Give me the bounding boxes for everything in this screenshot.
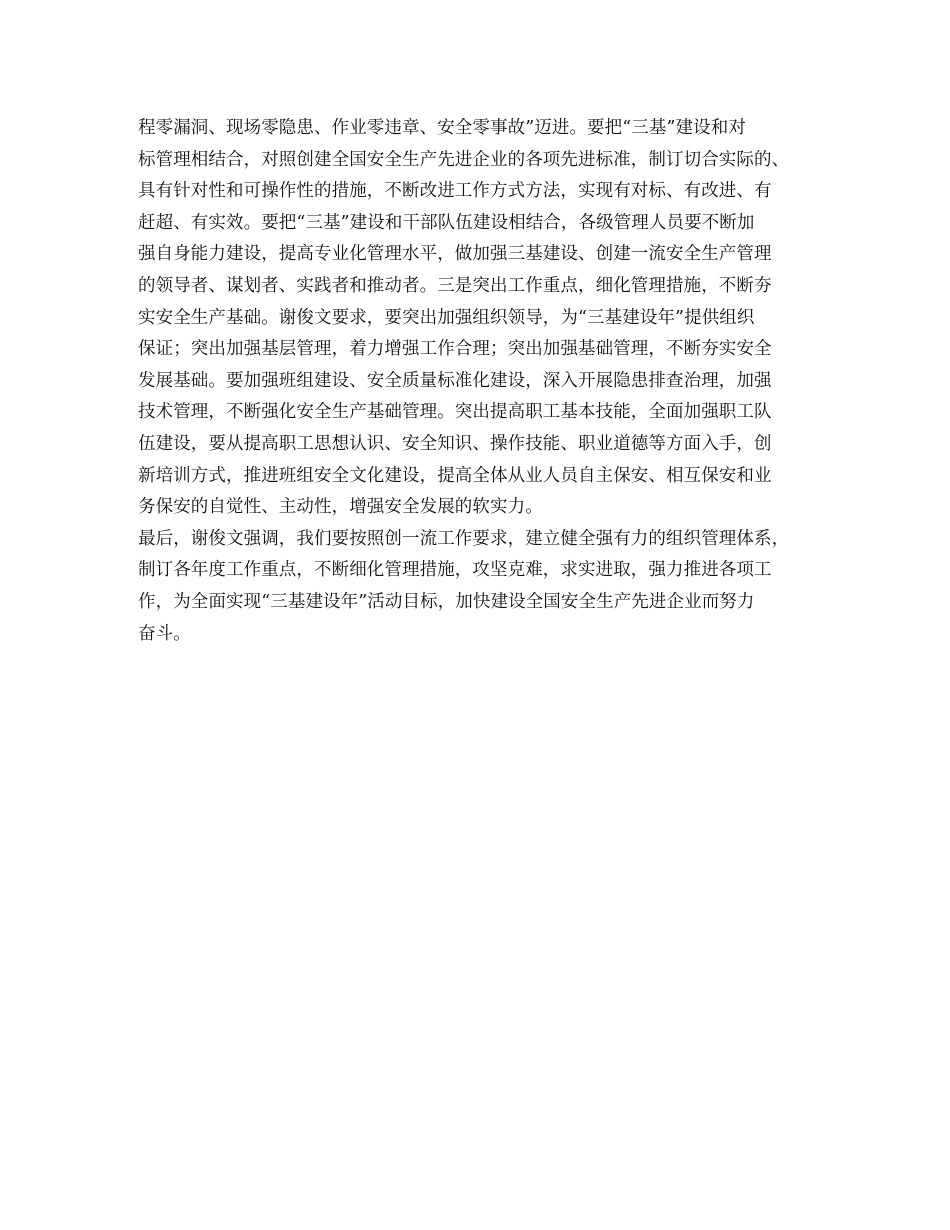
text-line: 伍建设，要从提高职工思想认识、安全知识、操作技能、职业道德等方面入手，创 <box>138 433 772 454</box>
text-line: 奋斗。 <box>138 623 191 644</box>
text-line: 最后，谢俊文强调，我们要按照创一流工作要求，建立健全强有力的组织管理体系， <box>138 528 790 549</box>
text-line: 标管理相结合，对照创建全国安全生产先进企业的各项先进标准，制订切合实际的、 <box>138 149 790 170</box>
text-line: 的领导者、谋划者、实践者和推动者。三是突出工作重点，细化管理措施，不断夯 <box>138 275 772 296</box>
text-line: 作，为全面实现“三基建设年”活动目标，加快建设全国安全生产先进企业而努力 <box>138 591 755 612</box>
text-line: 发展基础。要加强班组建设、安全质量标准化建设，深入开展隐患排查治理，加强 <box>138 370 772 391</box>
text-line: 技术管理，不断强化安全生产基础管理。突出提高职工基本技能，全面加强职工队 <box>138 402 772 423</box>
text-line: 保证；突出加强基层管理，着力增强工作合理；突出加强基础管理，不断夯实安全 <box>138 339 772 360</box>
paragraph-1 <box>138 113 818 524</box>
text-line: 新培训方式，推进班组安全文化建设，提高全体从业人员自主保安、相互保安和业 <box>138 465 772 486</box>
text-line: 强自身能力建设，提高专业化管理水平，做加强三基建设、创建一流安全生产管理 <box>138 244 772 265</box>
text-line: 赶超、有实效。要把“三基”建设和干部队伍建设相结合，各级管理人员要不断加 <box>138 212 755 233</box>
body-text <box>138 113 818 650</box>
text-line: 实安全生产基础。谢俊文要求，要突出加强组织领导，为“三基建设年”提供组织 <box>138 307 755 328</box>
text-line: 务保安的自觉性、主动性，增强安全发展的软实力。 <box>138 497 543 518</box>
text-line: 程零漏洞、现场零隐患、作业零违章、安全零事故”迈进。要把“三基”建设和对 <box>138 118 746 138</box>
text-line: 制订各年度工作重点，不断细化管理措施，攻坚克难，求实进取，强力推进各项工 <box>138 560 772 581</box>
text-line: 具有针对性和可操作性的措施，不断改进工作方式方法，实现有对标、有改进、有 <box>138 181 772 202</box>
paragraph-2 <box>138 524 818 650</box>
